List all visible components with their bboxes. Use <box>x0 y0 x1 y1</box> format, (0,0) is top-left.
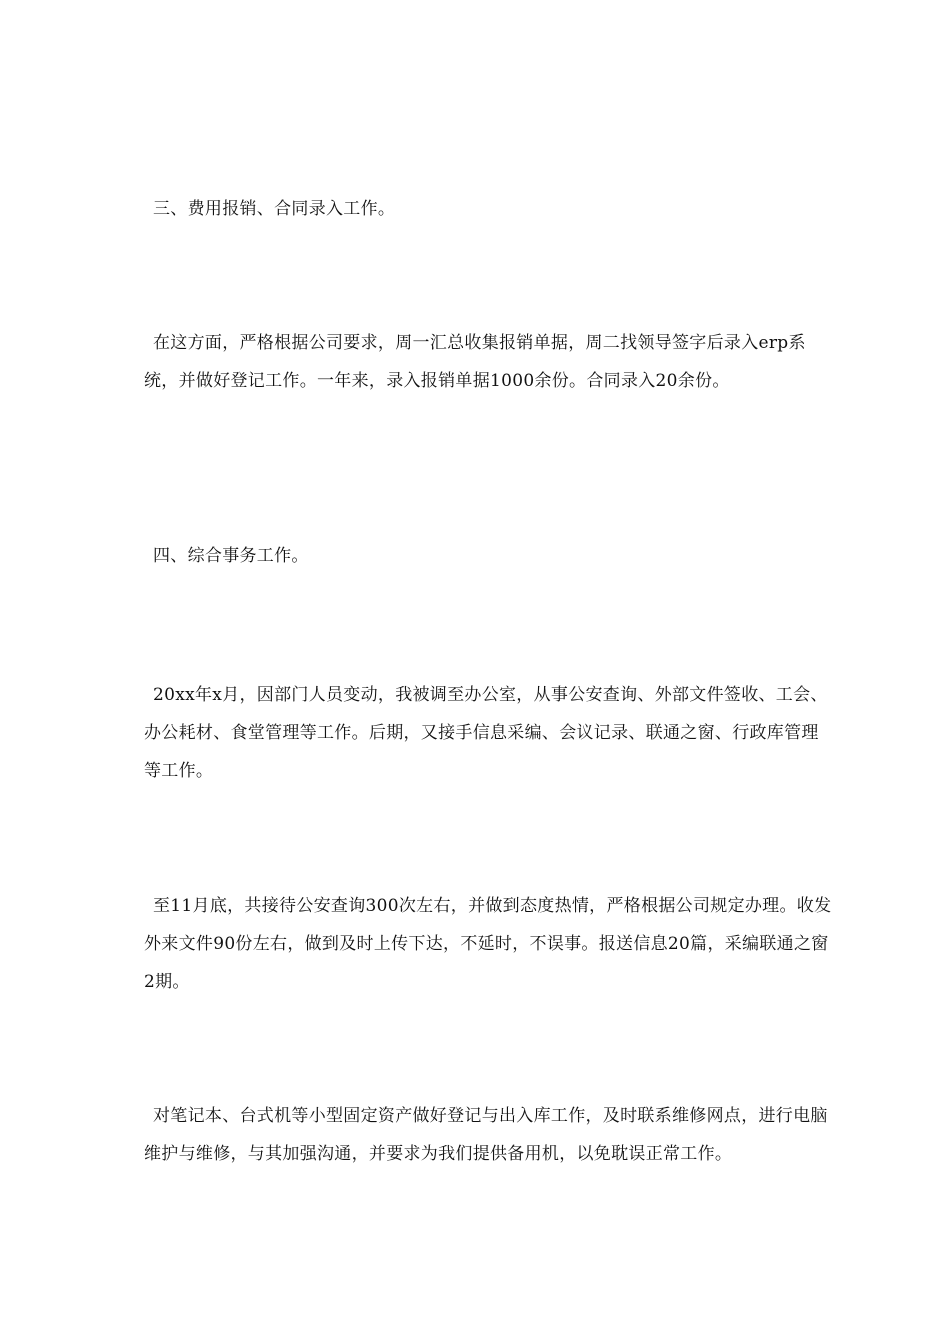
paragraph-office-transfer: 20xx年x月，因部门人员变动，我被调至办公室，从事公安查询、外部文件签收、工会、办公耗材、食堂管理等工作。后期，又接手信息采编、会议记录、联通之窗、行政库管理等工作。 <box>144 685 828 781</box>
section-heading-general-affairs: 四、综合事务工作。 <box>153 546 309 566</box>
section-heading-expense-reimbursement: 三、费用报销、合同录入工作。 <box>153 199 396 219</box>
paragraph-reception-stats: 至11月底，共接待公安查询300次左右，并做到态度热情，严格根据公司规定办理。收发外来文件90份左右，做到及时上传下达，不延时，不误事。报送信息20篇，采编联通之窗2期。 <box>144 896 832 992</box>
paragraph-asset-management: 对笔记本、台式机等小型固定资产做好登记与出入库工作，及时联系维修网点，进行电脑维护与维修，与其加强沟通，并要求为我们提供备用机，以免耽误正常工作。 <box>144 1106 828 1164</box>
paragraph-expense-details: 在这方面，严格根据公司要求，周一汇总收集报销单据，周二找领导签字后录入erp系统，并做好登记工作。一年来，录入报销单据1000余份。合同录入20余份。 <box>144 333 806 391</box>
